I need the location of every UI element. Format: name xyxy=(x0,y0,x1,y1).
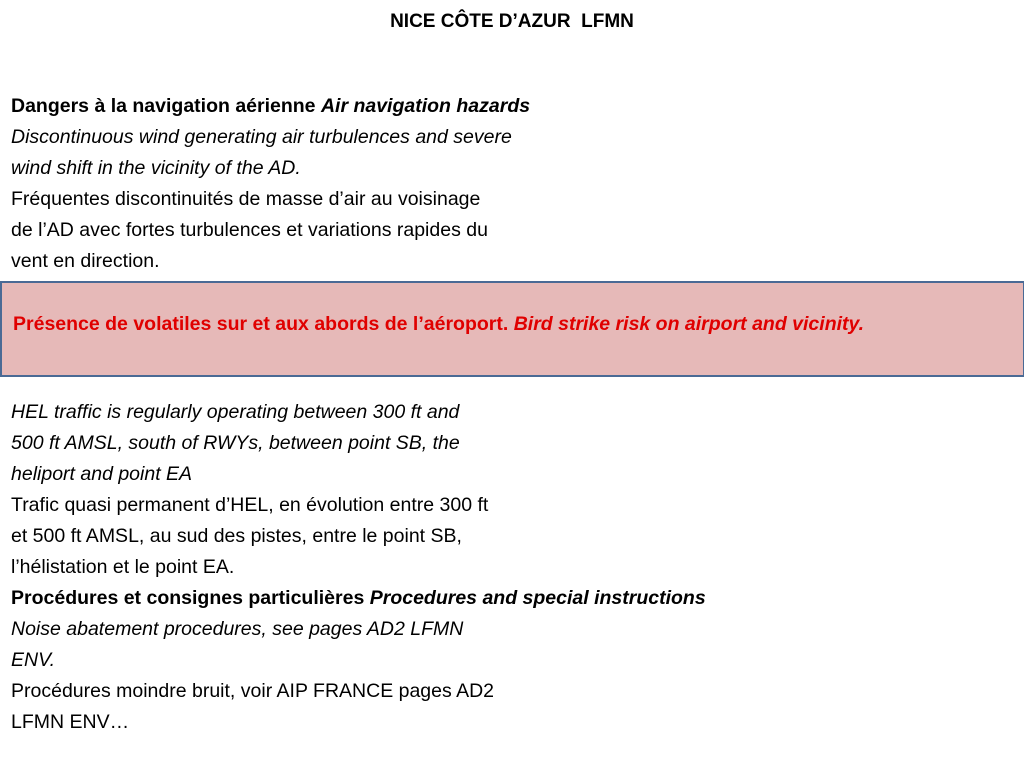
hazards-en-line: wind shift in the vicinity of the AD. xyxy=(11,157,301,179)
hel-en-line: heliport and point EA xyxy=(11,463,193,485)
hazards-section xyxy=(11,91,1011,277)
hel-fr-line: l’hélistation et le point EA. xyxy=(11,556,235,578)
hazards-fr-line: de l’AD avec fortes turbulences et variations rapides du xyxy=(11,219,488,241)
hazards-en-line: Discontinuous wind generating air turbulences and severe xyxy=(11,126,512,148)
page-title: NICE CÔTE D’AZUR LFMN xyxy=(390,11,634,32)
procedures-heading-en: Procedures and special instructions xyxy=(369,587,706,609)
warning-text-en: Bird strike risk on airport and vicinity. xyxy=(513,313,865,335)
hel-and-procedures-section xyxy=(11,397,1011,738)
hazards-heading-fr: Dangers à la navigation aérienne xyxy=(11,95,321,117)
procedures-en-line: Noise abatement procedures, see pages AD2 LFMN xyxy=(11,618,464,640)
hel-en-line: HEL traffic is regularly operating between 300 ft and xyxy=(11,401,460,423)
hazards-heading-en: Air navigation hazards xyxy=(320,95,531,117)
hazards-fr-line: vent en direction. xyxy=(11,250,160,272)
procedures-heading-fr: Procédures et consignes particulières xyxy=(11,587,370,609)
warning-text-fr: Présence de volatiles sur et aux abords de l’aéroport. xyxy=(13,313,514,335)
hel-en-line: 500 ft AMSL, south of RWYs, between point SB, the xyxy=(11,432,460,454)
hazards-fr-line: Fréquentes discontinuités de masse d’air au voisinage xyxy=(11,188,481,210)
hel-fr-line: Trafic quasi permanent d’HEL, en évolution entre 300 ft xyxy=(11,494,489,516)
procedures-fr-line: Procédures moindre bruit, voir AIP FRANCE pages AD2 xyxy=(11,680,495,702)
procedures-fr-line: LFMN ENV… xyxy=(11,711,130,733)
procedures-heading xyxy=(11,583,1011,614)
procedures-en-line: ENV. xyxy=(11,649,56,671)
bird-strike-warning-text xyxy=(13,311,864,337)
hel-fr-line: et 500 ft AMSL, au sud des pistes, entre le point SB, xyxy=(11,525,462,547)
bird-strike-warning-box xyxy=(0,281,1024,377)
hazards-heading xyxy=(11,91,1011,122)
